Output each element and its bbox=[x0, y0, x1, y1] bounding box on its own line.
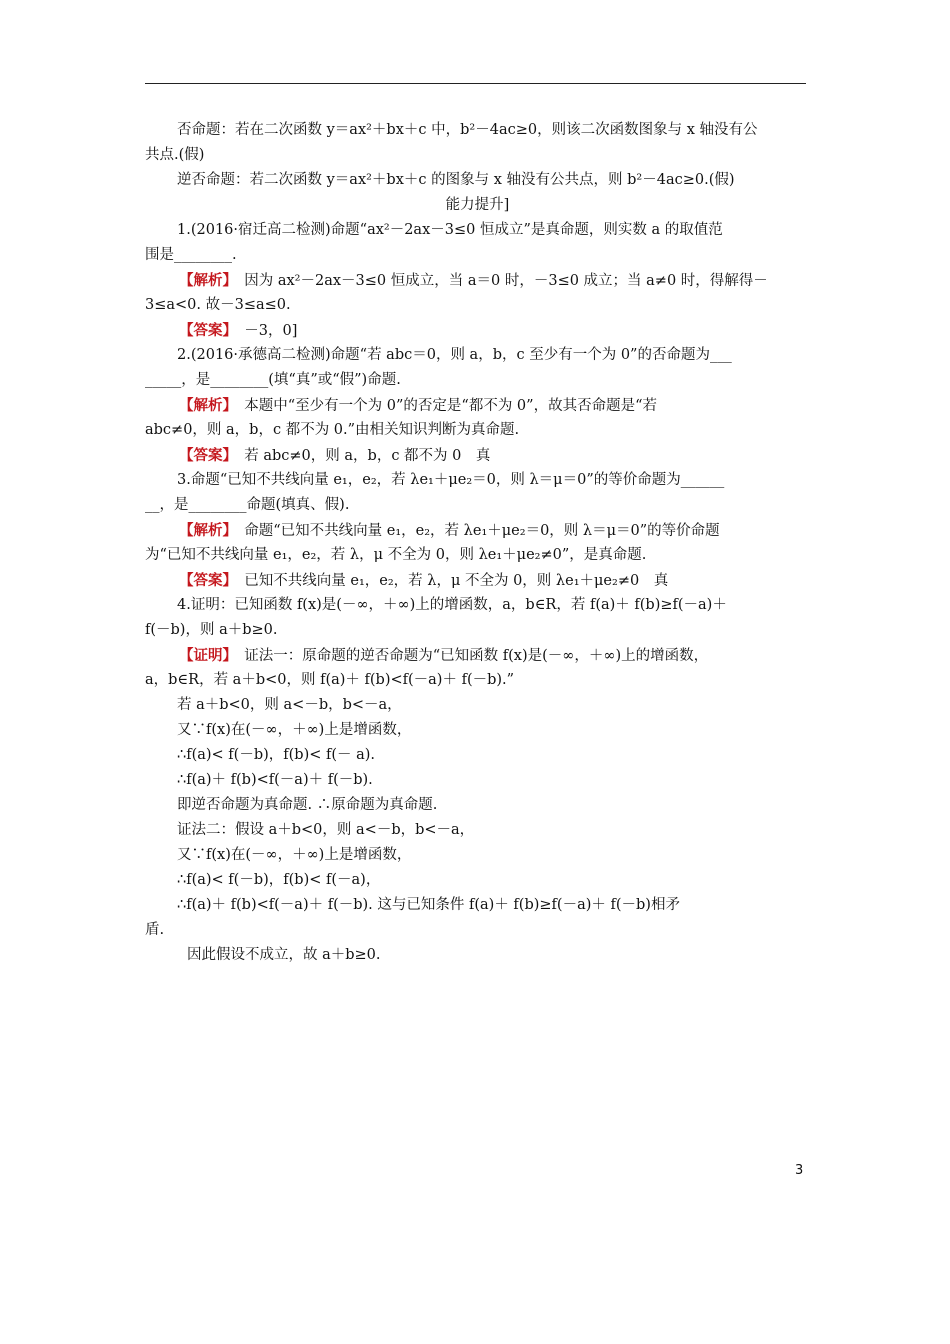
text-line: 共点.(假) bbox=[145, 147, 205, 163]
proof-line: 又∵f(x)在(－∞，＋∞)上是增函数， bbox=[177, 847, 412, 863]
question-line: 围是________. bbox=[145, 247, 237, 263]
analysis-line: 为“已知不共线向量 e₁，e₂，若 λ，μ 不全为 0，则 λe₁＋μe₂≠0”，是真命题. bbox=[145, 547, 647, 563]
question-line: 2.(2016·承德高二检测)命题“若 abc＝0，则 a，b，c 至少有一个为 0”的否命题为___ bbox=[177, 347, 732, 363]
question-line: 4.证明：已知函数 f(x)是(－∞，＋∞)上的增函数，a，b∈R，若 f(a)＋ f(b)≥f(－a)＋ bbox=[177, 597, 727, 613]
proof-text: 证法一：原命题的逆否命题为“已知函数 f(x)是(－∞，＋∞)上的增函数， bbox=[244, 648, 709, 664]
analysis-line: 3≤a<0. 故－3≤a≤0. bbox=[145, 297, 291, 313]
analysis-tag: 【解析】 bbox=[179, 522, 230, 539]
answer-tag: 【答案】 bbox=[179, 322, 230, 339]
answer-line bbox=[145, 443, 806, 468]
question-line: 3.命题“已知不共线向量 e₁，e₂，若 λe₁＋μe₂＝0，则 λ＝μ＝0”的等价命题为______ bbox=[177, 472, 725, 488]
proof-line bbox=[145, 643, 806, 668]
header-rule bbox=[145, 83, 806, 84]
analysis-text: 命题“已知不共线向量 e₁，e₂，若 λe₁＋μe₂＝0，则 λ＝μ＝0”的等价命题 bbox=[244, 523, 720, 539]
question-line: f(－b)，则 a＋b≥0. bbox=[145, 622, 278, 638]
proof-line: 若 a＋b<0，则 a<－b，b<－a， bbox=[177, 697, 402, 713]
question-line: _____，是________(填“真”或“假”)命题. bbox=[145, 372, 401, 388]
text-line: 否命题：若在二次函数 y＝ax²＋bx＋c 中，b²－4ac≥0，则该二次函数图象与 x 轴没有公 bbox=[177, 122, 758, 138]
proof-line: a，b∈R，若 a＋b<0，则 f(a)＋ f(b)<f(－a)＋ f(－b).” bbox=[145, 672, 515, 688]
text-line: 逆否命题：若二次函数 y＝ax²＋bx＋c 的图象与 x 轴没有公共点，则 b²－4ac≥0.(假) bbox=[177, 172, 735, 188]
analysis-tag: 【解析】 bbox=[179, 272, 230, 289]
question-line: __，是________命题(填真、假). bbox=[145, 497, 350, 513]
question-line: 1.(2016·宿迁高二检测)命题“ax²－2ax－3≤0 恒成立”是真命题，则实数 a 的取值范 bbox=[177, 222, 723, 238]
page-number: 3 bbox=[795, 1163, 804, 1178]
analysis-line: abc≠0，则 a，b，c 都不为 0.”由相关知识判断为真命题. bbox=[145, 422, 520, 438]
answer-tag: 【答案】 bbox=[179, 572, 230, 589]
analysis-tag: 【解析】 bbox=[179, 397, 230, 414]
section-heading: 能力提升] bbox=[445, 197, 510, 213]
answer-tag: 【答案】 bbox=[179, 447, 230, 464]
proof-line: 因此假设不成立，故 a＋b≥0. bbox=[187, 947, 381, 963]
answer-text: 若 abc≠0，则 a，b，c 都不为 0 真 bbox=[244, 448, 491, 464]
proof-line: ∴f(a)＋ f(b)<f(－a)＋ f(－b). 这与已知条件 f(a)＋ f(b)≥f(－a)＋ f(－b)相矛 bbox=[177, 897, 680, 913]
proof-line: 证法二：假设 a＋b<0，则 a<－b，b<－a， bbox=[177, 822, 475, 838]
answer-text: 已知不共线向量 e₁，e₂，若 λ，μ 不全为 0，则 λe₁＋μe₂≠0 真 bbox=[244, 573, 669, 589]
page-body bbox=[145, 118, 806, 968]
proof-line: ∴f(a)< f(－b)，f(b)< f(－ a). bbox=[177, 747, 376, 763]
proof-line: 盾. bbox=[145, 922, 165, 938]
analysis-line bbox=[145, 518, 806, 543]
analysis-text: 因为 ax²－2ax－3≤0 恒成立，当 a＝0 时，－3≤0 成立；当 a≠0 时，得解得－ bbox=[244, 273, 768, 289]
analysis-text: 本题中“至少有一个为 0”的否定是“都不为 0”，故其否命题是“若 bbox=[244, 398, 657, 414]
proof-line: 又∵f(x)在(－∞，＋∞)上是增函数， bbox=[177, 722, 412, 738]
answer-line bbox=[145, 318, 806, 343]
proof-line: 即逆否命题为真命题. ∴原命题为真命题. bbox=[177, 797, 438, 813]
proof-tag: 【证明】 bbox=[179, 647, 230, 664]
answer-text: －3，0] bbox=[244, 323, 298, 339]
answer-line bbox=[145, 568, 806, 593]
analysis-line bbox=[145, 393, 806, 418]
proof-line: ∴f(a)< f(－b)，f(b)< f(－a)， bbox=[177, 872, 381, 888]
analysis-line bbox=[145, 268, 806, 293]
proof-line: ∴f(a)＋ f(b)<f(－a)＋ f(－b). bbox=[177, 772, 373, 788]
